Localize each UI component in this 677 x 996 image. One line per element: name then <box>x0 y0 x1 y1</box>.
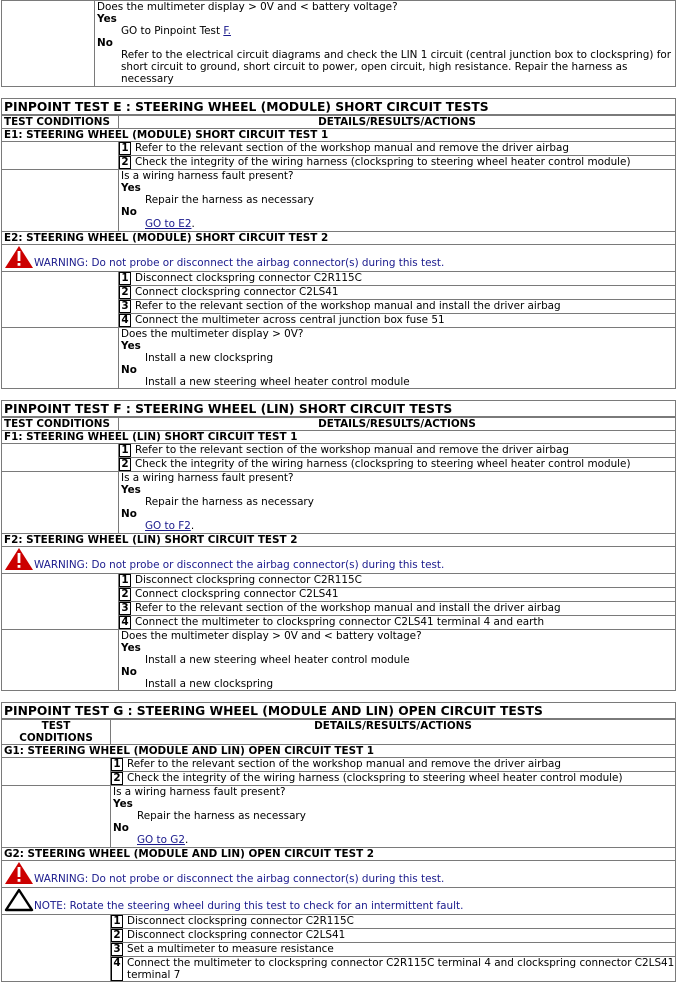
note-icon <box>4 888 34 912</box>
test-g-table <box>1 719 676 982</box>
no-action: Refer to the electrical circuit diagrams and check the LIN 1 circuit (central junction box to clockspring) for short circuit to ground, short circuit to power, open circuit, high resistance. Repair the harness as necessary <box>121 49 671 85</box>
g1-heading: G1: STEERING WHEEL (MODULE AND LIN) OPEN CIRCUIT TEST 1 <box>2 745 676 758</box>
step-row: 1 Refer to the relevant section of the workshop manual and remove the driver airbag <box>119 444 675 458</box>
warning-icon <box>4 861 34 885</box>
go-to-f2-link[interactable]: GO to F2 <box>145 520 191 532</box>
test-e-table <box>1 115 676 389</box>
step-row: 3 Set a multimeter to measure resistance <box>111 943 675 957</box>
yes-label: Yes <box>97 13 117 25</box>
no-label: No <box>97 37 113 49</box>
header-details: DETAILS/RESULTS/ACTIONS <box>119 418 676 431</box>
header-conditions: TEST CONDITIONS <box>2 418 119 431</box>
g1-result: Is a wiring harness fault present? Yes Repair the harness as necessary No GO to G2. <box>111 786 676 848</box>
step-row: 1 Refer to the relevant section of the workshop manual and remove the driver airbag <box>111 758 675 772</box>
f1-steps <box>119 444 676 472</box>
go-to-e2-link[interactable]: GO to E2 <box>145 218 192 230</box>
f1-result: Is a wiring harness fault present? Yes Repair the harness as necessary No GO to F2. <box>119 472 676 534</box>
step-row: 4 Connect the multimeter to clockspring connector C2R115C terminal 4 and clockspring connector C2LS41 terminal 7 <box>111 957 675 981</box>
result-cell <box>95 1 676 87</box>
g2-note-row <box>2 888 676 915</box>
f2-result: Does the multimeter display > 0V and < battery voltage? Yes Install a new steering wheel heater control module No Install a new clockspring <box>119 630 676 691</box>
step-row: 1 Disconnect clockspring connector C2R115C <box>119 272 675 286</box>
step-row: 2 Check the integrity of the wiring harness (clockspring to steering wheel heater control module) <box>111 772 675 785</box>
e2-result: Does the multimeter display > 0V? Yes Install a new clockspring No Install a new steering wheel heater control module <box>119 328 676 389</box>
e1-heading: E1: STEERING WHEEL (MODULE) SHORT CIRCUIT TEST 1 <box>2 129 676 142</box>
step-row: 1 Refer to the relevant section of the workshop manual and remove the driver airbag <box>119 142 675 156</box>
header-conditions: TEST CONDITIONS <box>2 720 111 745</box>
f2-steps <box>119 574 676 630</box>
e2-steps <box>119 272 676 328</box>
header-conditions: TEST CONDITIONS <box>2 116 119 129</box>
condition-cell <box>2 1 95 87</box>
test-f-table <box>1 417 676 691</box>
header-details: DETAILS/RESULTS/ACTIONS <box>111 720 676 745</box>
step-row: 4 Connect the multimeter across central junction box fuse 51 <box>119 314 675 327</box>
step-row: 2 Check the integrity of the wiring harness (clockspring to steering wheel heater control module) <box>119 458 675 471</box>
warning-text: WARNING: Do not probe or disconnect the airbag connector(s) during this test. <box>34 559 445 571</box>
e2-heading: E2: STEERING WHEEL (MODULE) SHORT CIRCUIT TEST 2 <box>2 232 676 245</box>
question-text: Does the multimeter display > 0V and < battery voltage? <box>97 1 398 13</box>
step-row: 1 Disconnect clockspring connector C2R115C <box>119 574 675 588</box>
top-continuation-table <box>1 0 676 87</box>
warning-text: WARNING: Do not probe or disconnect the airbag connector(s) during this test. <box>34 257 445 269</box>
warning-icon <box>4 245 34 269</box>
step-row: 2 Connect clockspring connector C2LS41 <box>119 588 675 602</box>
step-row: 2 Check the integrity of the wiring harness (clockspring to steering wheel heater control module) <box>119 156 675 169</box>
f2-heading: F2: STEERING WHEEL (LIN) SHORT CIRCUIT TEST 2 <box>2 534 676 547</box>
warning-text: WARNING: Do not probe or disconnect the airbag connector(s) during this test. <box>34 873 445 885</box>
step-row: 3 Refer to the relevant section of the workshop manual and install the driver airbag <box>119 602 675 616</box>
go-to-g2-link[interactable]: GO to G2 <box>137 834 185 846</box>
g2-warning-row <box>2 861 676 888</box>
pinpoint-test-f-link[interactable]: F. <box>223 25 231 37</box>
e1-result: Is a wiring harness fault present? Yes Repair the harness as necessary No GO to E2. <box>119 170 676 232</box>
header-details: DETAILS/RESULTS/ACTIONS <box>119 116 676 129</box>
f2-warning-row <box>2 547 676 574</box>
g1-steps <box>111 758 676 786</box>
warning-icon <box>4 547 34 571</box>
step-row: 2 Connect clockspring connector C2LS41 <box>119 286 675 300</box>
pinpoint-test-g-title: PINPOINT TEST G : STEERING WHEEL (MODULE AND LIN) OPEN CIRCUIT TESTS <box>1 702 676 719</box>
pinpoint-test-f-title: PINPOINT TEST F : STEERING WHEEL (LIN) SHORT CIRCUIT TESTS <box>1 400 676 417</box>
g2-steps <box>111 915 676 982</box>
step-row: 3 Refer to the relevant section of the workshop manual and install the driver airbag <box>119 300 675 314</box>
yes-action: GO to Pinpoint Test F. <box>121 25 231 37</box>
f1-heading: F1: STEERING WHEEL (LIN) SHORT CIRCUIT TEST 1 <box>2 431 676 444</box>
step-row: 1 Disconnect clockspring connector C2R115C <box>111 915 675 929</box>
e2-warning-row <box>2 245 676 272</box>
note-text: NOTE: Rotate the steering wheel during this test to check for an intermittent fault. <box>34 900 464 912</box>
step-row: 2 Disconnect clockspring connector C2LS41 <box>111 929 675 943</box>
e1-steps <box>119 142 676 170</box>
step-row: 4 Connect the multimeter to clockspring connector C2LS41 terminal 4 and earth <box>119 616 675 629</box>
g2-heading: G2: STEERING WHEEL (MODULE AND LIN) OPEN CIRCUIT TEST 2 <box>2 848 676 861</box>
pinpoint-test-e-title: PINPOINT TEST E : STEERING WHEEL (MODULE) SHORT CIRCUIT TESTS <box>1 98 676 115</box>
